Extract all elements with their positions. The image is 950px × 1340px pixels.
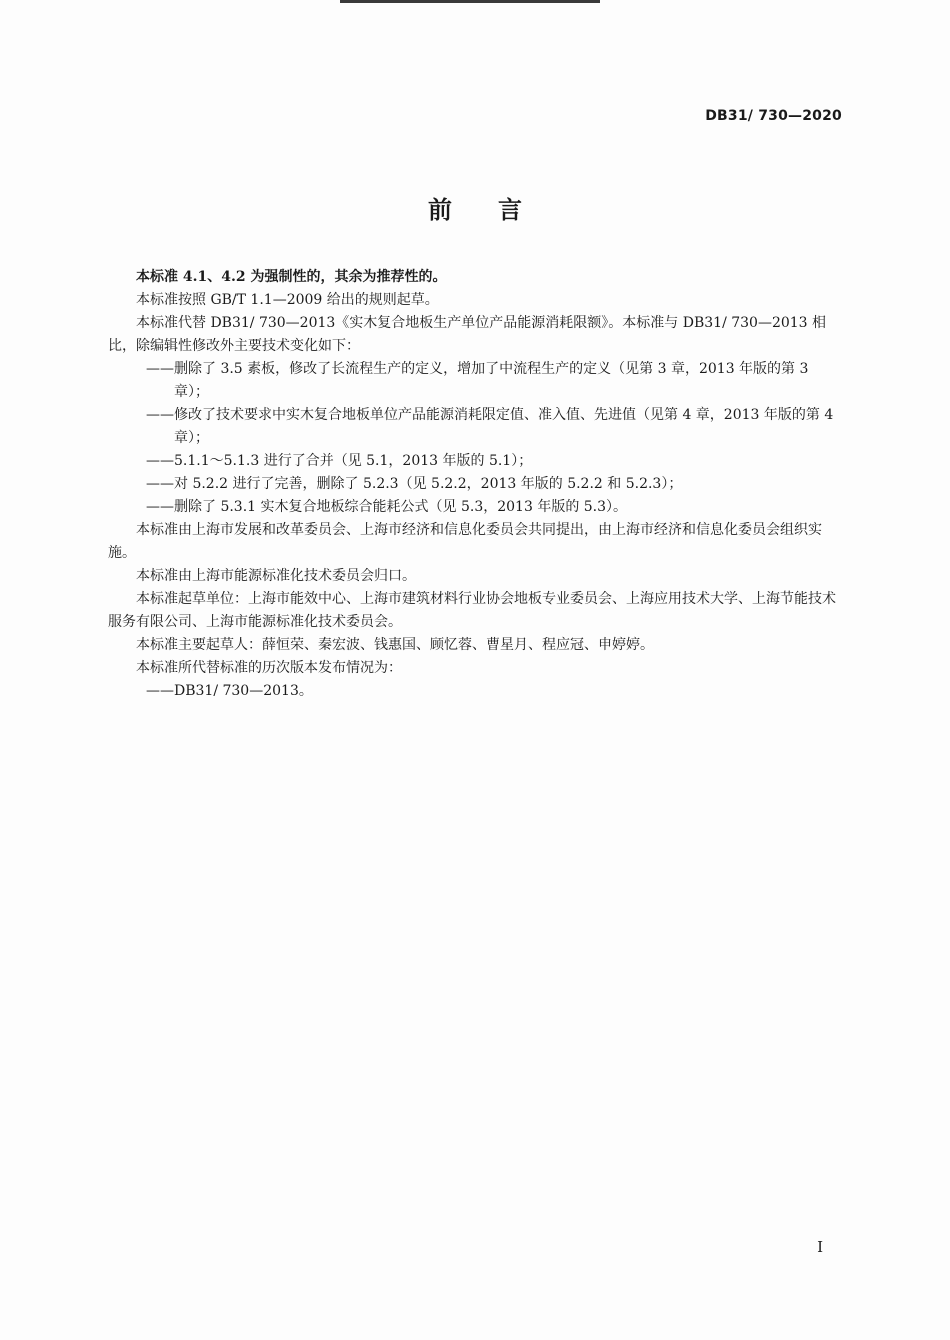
change-list-item: ——5.1.1～5.1.3 进行了合并（见 5.1，2013 年版的 5.1）；	[146, 453, 533, 469]
paragraph-replacement: 本标准代替 DB31/ 730—2013《实木复合地板生产单位产品能源消耗限额》。本标准与 DB31/ 730—2013 相比，除编辑性修改外主要技术变化如下：	[108, 315, 827, 354]
change-list-item: ——删除了 3.5 素板，修改了长流程生产的定义，增加了中流程生产的定义（见第 3 章，2013 年版的第 3 章）；	[146, 361, 809, 400]
scan-edge-mark	[340, 0, 600, 3]
paragraph-mandatory-clauses: 本标准 4.1、4.2 为强制性的，其余为推荐性的。	[136, 269, 447, 285]
paragraph-proposer: 本标准由上海市发展和改革委员会、上海市经济和信息化委员会共同提出，由上海市经济和信息化委员会组织实施。	[108, 522, 822, 561]
history-list-item: ——DB31/ 730—2013。	[146, 683, 313, 699]
paragraph-drafting-rules: 本标准按照 GB/T 1.1—2009 给出的规则起草。	[136, 292, 439, 308]
paragraph-committee: 本标准由上海市能源标准化技术委员会归口。	[136, 568, 416, 584]
foreword-body	[108, 266, 843, 703]
paragraph-drafters: 本标准主要起草人：薛恒荣、秦宏波、钱惠国、顾忆蓉、曹星月、程应冠、申婷婷。	[136, 637, 654, 653]
change-list-item: ——删除了 5.3.1 实木复合地板综合能耗公式（见 5.3，2013 年版的 5.3）。	[146, 499, 628, 515]
change-list-item: ——修改了技术要求中实木复合地板单位产品能源消耗限定值、准入值、先进值（见第 4 章，2013 年版的第 4 章）；	[146, 407, 834, 446]
paragraph-drafting-units: 本标准起草单位：上海市能效中心、上海市建筑材料行业协会地板专业委员会、上海应用技术大学、上海节能技术服务有限公司、上海市能源标准化技术委员会。	[108, 591, 836, 630]
page-number: I	[817, 1238, 823, 1256]
page-title: 前言	[428, 196, 568, 224]
change-list-item: ——对 5.2.2 进行了完善，删除了 5.2.3（见 5.2.2，2013 年版的 5.2.2 和 5.2.3）；	[146, 476, 683, 492]
paragraph-version-history: 本标准所代替标准的历次版本发布情况为：	[136, 660, 402, 676]
document-code: DB31/ 730—2020	[705, 108, 842, 124]
